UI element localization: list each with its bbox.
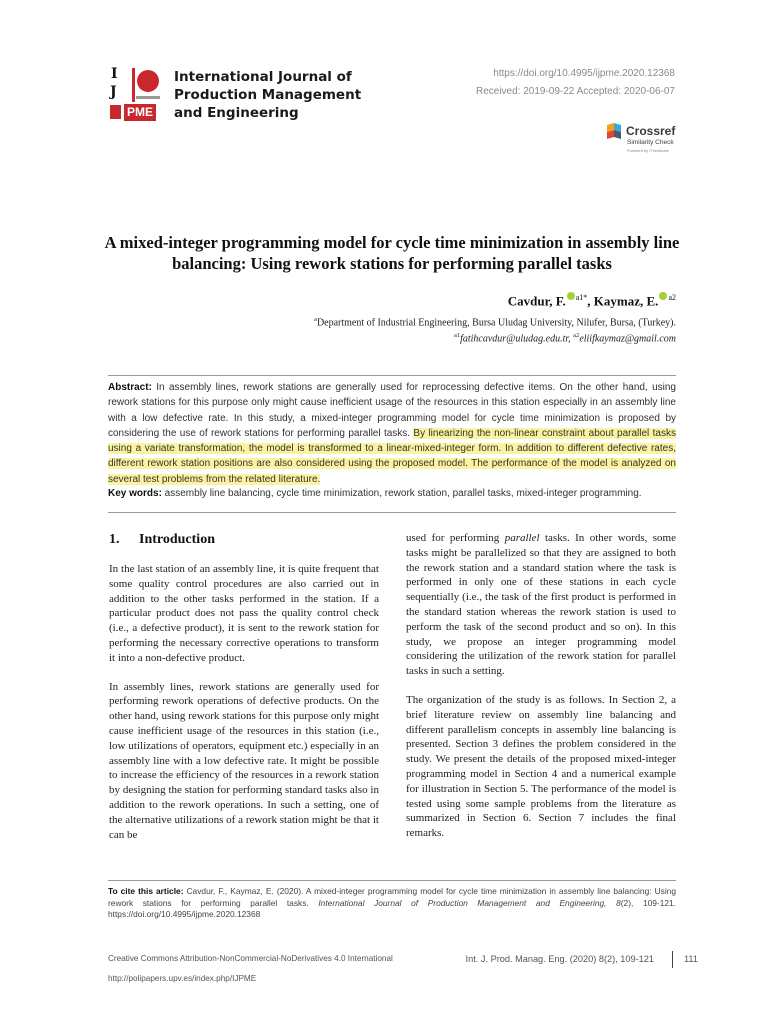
- paragraph: In assembly lines, rework stations are generally used for performing rework operations of defective products. On the other hand, using rework stations for this purpose only might cause inefficient usage of the resources in this station (i.e., low utilizations of operators, equipment etc.) especially in an assembly line with a low defective rate. It might be possible to increase the efficiency of the resources in a rework station by designing the station for performing standard tasks also in addition to the rework operations. In such a setting, one of the alternative utilizations of a rework station might be that it can be: [109, 680, 379, 841]
- email-1[interactable]: fatihcavdur@uludag.edu.tr,: [460, 333, 571, 345]
- orcid-icon[interactable]: [659, 292, 667, 300]
- paragraph-text: used for performing: [406, 532, 505, 544]
- logo-letter-i: I: [111, 66, 118, 82]
- author-emails: [454, 332, 676, 344]
- paragraph: In the last station of an assembly line, it is quite frequent that some quality control procedures are also carried out in addition to the other tasks performed in the station. If a particular product does not pass the quality control check (i.e., a defective product), it is sent to the rework station for performing the necessary corrective operations to transform it into a non-defective product.: [109, 563, 379, 664]
- emphasis: parallel: [504, 532, 540, 544]
- journal-reference: Int. J. Prod. Manag. Eng. (2020) 8(2), 109-121: [465, 954, 654, 964]
- doi-link[interactable]: https://doi.org/10.4995/ijpme.2020.12368: [493, 68, 675, 79]
- citation-label: To cite this article:: [108, 886, 184, 896]
- abstract: [108, 380, 676, 487]
- abstract-label: Abstract:: [108, 382, 152, 393]
- logo-circle: [137, 70, 159, 92]
- logo-square: [110, 105, 121, 119]
- paragraph: [406, 531, 676, 679]
- affiliation-sup: a: [314, 316, 317, 323]
- author-separator: ,: [587, 293, 594, 309]
- orcid-icon[interactable]: [567, 292, 575, 300]
- section-heading: [109, 532, 215, 548]
- crossref-powered: Powered by iThenticate: [627, 148, 669, 153]
- paragraph-text: tasks. In other words, some tasks might be parallelized so that they are assigned to both the rework station and a standard station where the task is performed in only one of these stations in each cycle sequentially (i.e., the task of the first product is performed in the standard station whereas the rework station is used to perform the task of the second product and so on). In this study, we propose an integer programming model considering the utilization of the rework station for parallel tasks in such a setting.: [406, 532, 676, 678]
- author-2-sup: a2: [668, 293, 676, 302]
- email-1-sup: a1: [453, 332, 461, 339]
- citation-text-end: (2), 109-121. https://doi.org/10.4995/ijpme.2020.12368: [108, 897, 677, 919]
- authors: [508, 292, 676, 309]
- affiliation: [314, 316, 676, 328]
- page-number: 111: [684, 954, 698, 964]
- citation-text: Cavdur, F., Kaymaz, E. (2020). A mixed-integer programming model for cycle time minimization in assembly line balancing: Using rework stations for performing parallel tasks.: [108, 886, 676, 908]
- keywords: [108, 488, 676, 499]
- right-column: [406, 531, 676, 855]
- received-dates: Received: 2019-09-22 Accepted: 2020-06-07: [475, 86, 675, 97]
- keywords-list: assembly line balancing, cycle time minimization, rework station, parallel tasks, mixed-integer programming.: [161, 488, 642, 499]
- abstract-highlighted-text: By linearizing the non-linear constraint about parallel tasks using a variate transformation, the model is transformed to a linear-mixed-integer form. In addition to different defective rates, different rework station positions are also considered using the proposed model. The performance of the model is analyzed on several test problems from the related literature.: [108, 427, 676, 485]
- citation-rule: [108, 880, 676, 881]
- journal-logo: [110, 66, 164, 122]
- logo-letter-j: J: [110, 84, 117, 100]
- section-number: 1.: [109, 532, 120, 547]
- logo-badge: PME: [124, 104, 156, 121]
- crossref-subtitle: Similarity Check: [627, 139, 674, 146]
- journal-name: International Journal of Production Management and Engineering: [174, 69, 362, 121]
- logo-bar: [132, 68, 135, 102]
- left-column: [109, 562, 379, 856]
- email-2[interactable]: eliifkaymaz@gmail.com: [579, 333, 676, 345]
- article-title: A mixed-integer programming model for cycle time minimization in assembly line balancing: Using rework stations for performing parallel tasks: [104, 233, 680, 273]
- abstract-text: In assembly lines, rework stations are generally used for reprocessing defective items. On the other hand, using rework stations for this purpose only might cause inefficient usage of the resources in this station especially in an assembly line with a low defective rate. In this study, a mixed-integer programming model for cycle time minimization is proposed by considering the use of rework stations for performing parallel tasks.: [108, 382, 676, 439]
- abstract-rule-top: [108, 375, 676, 376]
- journal-url[interactable]: http://polipapers.upv.es/index.php/IJPME: [108, 974, 257, 983]
- email-2-sup: a2: [573, 332, 580, 339]
- affiliation-text: Department of Industrial Engineering, Bursa Uludag University, Nilufer, Bursa, (Turkey).: [316, 317, 676, 329]
- crossref-name: Crossref: [626, 124, 676, 138]
- author-1-sup: a1*: [575, 293, 588, 302]
- keywords-label: Key words:: [108, 488, 162, 499]
- author-1-name: Cavdur, F.: [507, 293, 566, 309]
- author-2-name: Kaymaz, E.: [593, 293, 659, 309]
- abstract-rule-bottom: [108, 512, 676, 513]
- footer-divider: [672, 951, 673, 968]
- citation-journal: International Journal of Production Management and Engineering, 8: [318, 897, 621, 908]
- crossref-badge[interactable]: [604, 120, 684, 160]
- paragraph: The organization of the study is as follows. In Section 2, a brief literature review on assembly line balancing and different parallelism concepts in assembly line balancing is presented. Section 3 defines the problem considered in the study. We present the details of the proposed mixed-integer programming model in Section 4 and a numerical example for illustration in Section 5. The performance of the model is tested using some sample problems from the literature as summarized in Section 6. Section 7 includes the final remarks.: [406, 693, 676, 840]
- logo-line: [136, 96, 160, 99]
- section-title: Introduction: [139, 532, 215, 547]
- license-text[interactable]: Creative Commons Attribution-NonCommercial-NoDerivatives 4.0 International: [108, 954, 393, 963]
- citation: [108, 886, 676, 921]
- crossref-icon: [604, 122, 624, 142]
